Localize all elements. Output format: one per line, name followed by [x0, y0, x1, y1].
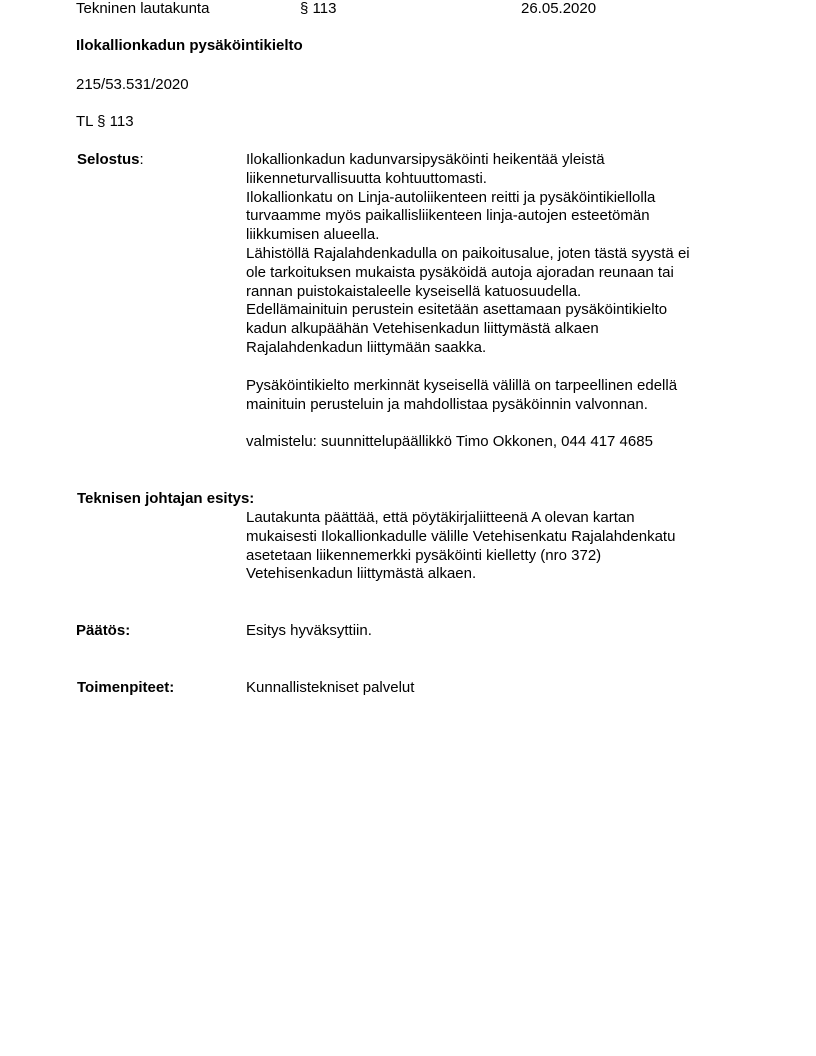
- decision-text: Esitys hyväksyttiin.: [246, 622, 372, 639]
- record-number: 215/53.531/2020: [76, 76, 189, 93]
- text-line: ole tarkoituksen mukaista pysäköidä autoja ajoradan reunaan tai: [246, 263, 674, 281]
- selostus-colon: :: [139, 151, 144, 168]
- reference: TL § 113: [76, 113, 134, 130]
- text-line: Pysäköintikielto merkinnät kyseisellä välillä on tarpeellinen edellä: [246, 377, 678, 394]
- text-line: Lautakunta päättää, että pöytäkirjaliitteenä A olevan kartan: [246, 509, 635, 526]
- actions-label: Toimenpiteet:: [77, 679, 175, 696]
- text-line: Rajalahdenkadun liittymään saakka.: [246, 338, 487, 356]
- text-line: liikkumisen alueella.: [246, 226, 380, 244]
- text-line: turvaamme myös paikallisliikenteen linja-autojen esteetömän: [246, 207, 650, 225]
- text-line: Edellämainituin perustein esitetään asettamaan pysäköintikielto: [246, 301, 668, 319]
- proposal-label: Teknisen johtajan esitys:: [77, 490, 255, 507]
- text-line: Ilokallionkatu on Linja-autoliikenteen reitti ja pysäköintikiellolla: [246, 188, 656, 206]
- text-line: mainituin perusteluin ja mahdollistaa pysäköinnin valvonnan.: [246, 395, 648, 413]
- text-line: mukaisesti Ilokallionkadulle välille Vetehisenkatu Rajalahdenkatu: [246, 527, 676, 545]
- selostus-label-row: [77, 151, 144, 170]
- document-title: Ilokallionkadun pysäköintikielto: [76, 37, 303, 54]
- text-line: Ilokallionkadun kadunvarsipysäköinti heikentää yleistä: [246, 151, 605, 168]
- proposal-paragraph: [246, 509, 736, 584]
- selostus-paragraph-2: [246, 377, 736, 415]
- preparer-text: valmistelu: suunnittelupäällikkö Timo Okkonen, 044 417 4685: [246, 433, 653, 450]
- text-line: Vetehisenkadun liittymästä alkaen.: [246, 565, 477, 583]
- header-date: 26.05.2020: [521, 0, 597, 17]
- selostus-paragraph-1: [246, 151, 736, 358]
- text-line: kadun alkupäähän Vetehisenkadun liittymästä alkaen: [246, 320, 599, 338]
- header-section: § 113: [300, 0, 337, 17]
- header-organ: Tekninen lautakunta: [76, 0, 210, 17]
- text-line: rannan puistokaistaleelle kyseisellä katuosuudella.: [246, 282, 582, 300]
- actions-text: Kunnallistekniset palvelut: [246, 679, 415, 696]
- decision-label: Päätös:: [76, 622, 131, 639]
- selostus-label: Selostus: [77, 151, 140, 168]
- text-line: Lähistöllä Rajalahdenkadulla on paikoitusalue, joten tästä syystä ei: [246, 244, 690, 262]
- preparer-line: [246, 433, 736, 452]
- text-line: liikenneturvallisuutta kohtuuttomasti.: [246, 169, 487, 187]
- text-line: asetetaan liikennemerkki pysäköinti kielletty (nro 372): [246, 546, 602, 564]
